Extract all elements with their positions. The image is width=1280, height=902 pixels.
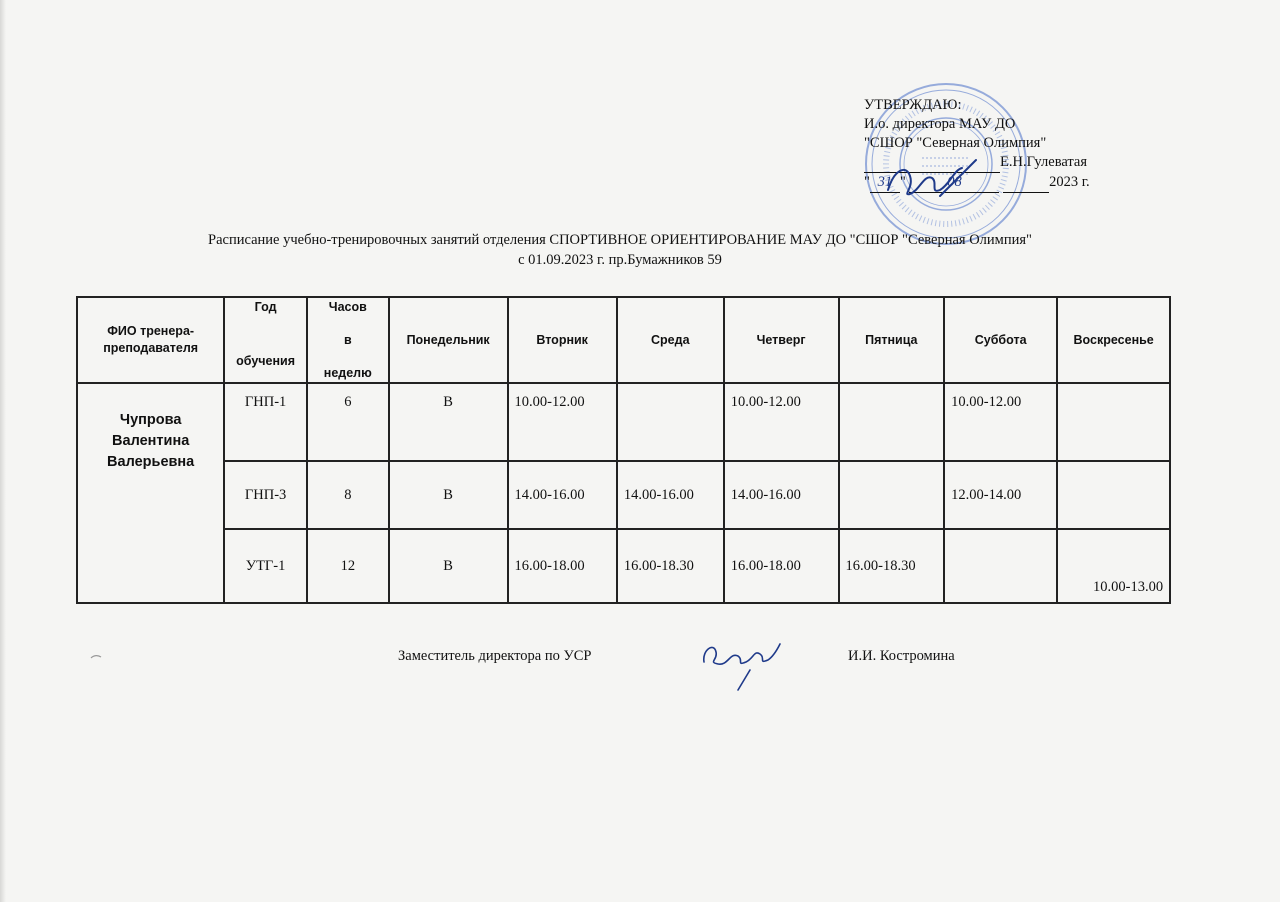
cell-tuesday: 16.00-18.00 xyxy=(508,529,617,603)
header-name: ФИО тренера-преподавателя xyxy=(77,297,224,383)
title-line-1: Расписание учебно-тренировочных занятий отделения СПОРТИВНОЕ ОРИЕНТИРОВАНИЕ МАУ ДО "СШОР "Северная Олимпия" xyxy=(208,232,1032,248)
header-sunday: Воскресенье xyxy=(1057,297,1170,383)
date-month: 08 xyxy=(909,173,999,193)
approval-block xyxy=(864,96,1114,193)
approval-signer: Е.Н.Гулеватая xyxy=(1000,154,1088,170)
cell-saturday: 12.00-14.00 xyxy=(944,461,1057,529)
date-mid-quote: " xyxy=(899,174,906,190)
cell-hours: 8 xyxy=(307,461,389,529)
cell-monday: В xyxy=(389,529,508,603)
cell-tuesday: 10.00-12.00 xyxy=(508,383,617,461)
cell-hours: 6 xyxy=(307,383,389,461)
header-tuesday: Вторник xyxy=(508,297,617,383)
cell-monday: В xyxy=(389,461,508,529)
coach-name: Чупрова Валентина Валерьевна xyxy=(77,383,224,603)
header-monday: Понедельник xyxy=(389,297,508,383)
cell-tuesday: 14.00-16.00 xyxy=(508,461,617,529)
cell-sunday: 10.00-13.00 xyxy=(1057,529,1170,603)
signature-line xyxy=(864,153,1000,173)
cell-group: ГНП-3 xyxy=(224,461,307,529)
header-wednesday: Среда xyxy=(617,297,724,383)
table-row xyxy=(77,461,1279,529)
date-day: 31 xyxy=(870,173,900,193)
cell-monday: В xyxy=(389,383,508,461)
approval-date xyxy=(864,173,1114,193)
approval-position: И.о. директора МАУ ДО xyxy=(864,116,1016,132)
deputy-signature xyxy=(694,632,784,692)
page-edge xyxy=(0,0,6,902)
date-year-blank xyxy=(1003,173,1049,193)
cell-wednesday: 16.00-18.30 xyxy=(617,529,724,603)
cell-group: УТГ-1 xyxy=(224,529,307,603)
title-line-2: с 01.09.2023 г. пр.Бумажников 59 xyxy=(518,252,722,268)
cell-saturday: 10.00-12.00 xyxy=(944,383,1057,461)
cell-thursday: 16.00-18.00 xyxy=(724,529,839,603)
scan-mark xyxy=(90,654,102,660)
table-row xyxy=(77,529,1279,603)
cell-thursday: 10.00-12.00 xyxy=(724,383,839,461)
schedule-table xyxy=(76,296,1280,604)
header-friday: Пятница xyxy=(839,297,945,383)
date-year: 2023 г. xyxy=(1049,174,1090,190)
cell-friday xyxy=(839,461,945,529)
header-saturday: Суббота xyxy=(944,297,1057,383)
header-thursday: Четверг xyxy=(724,297,839,383)
cell-wednesday: 14.00-16.00 xyxy=(617,461,724,529)
cell-sunday xyxy=(1057,383,1170,461)
table-header-row xyxy=(77,297,1279,383)
header-hours: Часов в неделю xyxy=(307,297,389,383)
cell-sunday xyxy=(1057,461,1170,529)
cell-friday: 16.00-18.30 xyxy=(839,529,945,603)
header-year: Год обучения xyxy=(224,297,307,383)
cell-group: ГНП-1 xyxy=(224,383,307,461)
approval-heading: УТВЕРЖДАЮ: xyxy=(864,97,962,113)
footer-signer-role: Заместитель директора по УСР xyxy=(398,648,592,664)
date-open-quote: " xyxy=(864,174,870,190)
cell-thursday: 14.00-16.00 xyxy=(724,461,839,529)
approval-organization: "СШОР "Северная Олимпия" xyxy=(864,135,1047,151)
table-row xyxy=(77,383,1279,461)
cell-hours: 12 xyxy=(307,529,389,603)
footer-signer-name: И.И. Костромина xyxy=(848,648,955,664)
document-title xyxy=(60,230,1180,270)
cell-wednesday xyxy=(617,383,724,461)
cell-friday xyxy=(839,383,945,461)
cell-saturday xyxy=(944,529,1057,603)
